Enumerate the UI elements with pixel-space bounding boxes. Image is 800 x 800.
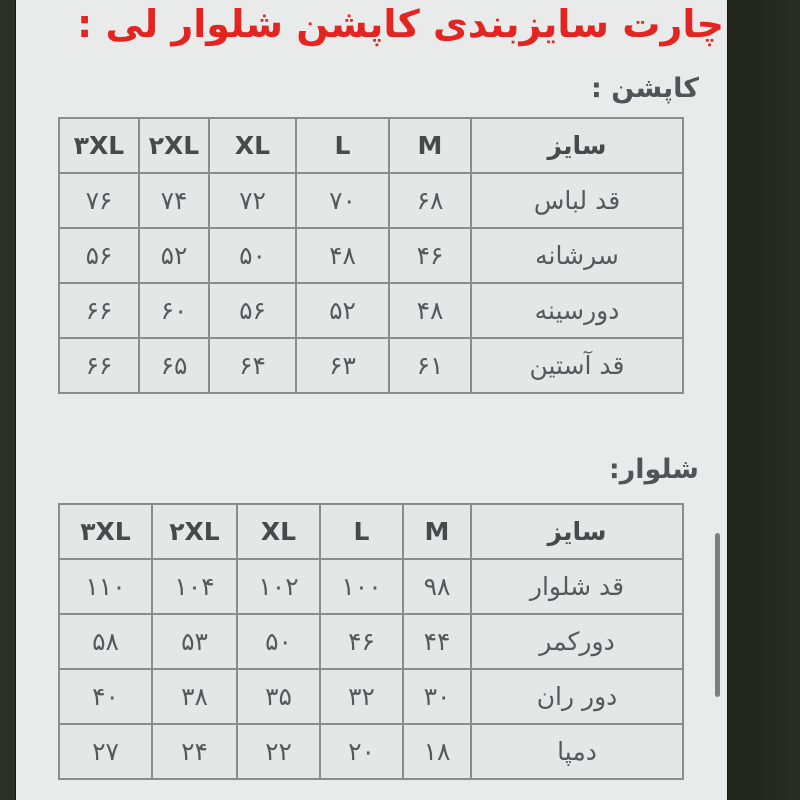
- cell-value: ۴۸: [296, 228, 389, 283]
- table-row: [59, 338, 683, 393]
- cell-value: ۵۶: [209, 283, 296, 338]
- row-label: سرشانه: [471, 228, 683, 283]
- row-label: قد آستین: [471, 338, 683, 393]
- cell-value: ۲۴: [152, 724, 237, 779]
- cell-value: ۶۳: [296, 338, 389, 393]
- cell-value: ۷۲: [209, 173, 296, 228]
- cell-value: ۶۴: [209, 338, 296, 393]
- jacket-header-cell-m: M: [389, 118, 471, 173]
- content-panel: [16, 0, 727, 800]
- pants-section-label: شلوار:: [608, 454, 699, 485]
- pants-header-cell-xl: XL: [237, 504, 320, 559]
- cell-value: ۵۰: [237, 614, 320, 669]
- cell-value: ۴۸: [389, 283, 471, 338]
- cell-value: ۶۰: [139, 283, 209, 338]
- row-label: قد شلوار: [471, 559, 683, 614]
- cell-value: ۴۶: [320, 614, 403, 669]
- cell-value: ۶۶: [59, 338, 139, 393]
- pants-size-table: [58, 503, 684, 780]
- row-label: دور ران: [471, 669, 683, 724]
- scrollbar-thumb[interactable]: [715, 533, 720, 697]
- cell-value: ۶۸: [389, 173, 471, 228]
- row-label: قد لباس: [471, 173, 683, 228]
- cell-value: ۴۶: [389, 228, 471, 283]
- cell-value: ۵۲: [296, 283, 389, 338]
- table-row: [59, 283, 683, 338]
- cell-value: ۷۶: [59, 173, 139, 228]
- pants-header-cell-m: M: [403, 504, 471, 559]
- jacket-header-cell-xl: XL: [209, 118, 296, 173]
- cell-value: ۱۸: [403, 724, 471, 779]
- table-row: [59, 173, 683, 228]
- cell-value: ۳۲: [320, 669, 403, 724]
- cell-value: ۵۲: [139, 228, 209, 283]
- page-title: چارت سایزبندی کاپشن شلوار لی :: [77, 2, 724, 46]
- table-row: [59, 724, 683, 779]
- cell-value: ۱۰۴: [152, 559, 237, 614]
- cell-value: ۷۰: [296, 173, 389, 228]
- cell-value: ۵۸: [59, 614, 152, 669]
- cell-value: ۳۸: [152, 669, 237, 724]
- cell-value: ۲۷: [59, 724, 152, 779]
- cell-value: ۵۰: [209, 228, 296, 283]
- cell-value: ۱۱۰: [59, 559, 152, 614]
- cell-value: ۴۰: [59, 669, 152, 724]
- cell-value: ۵۳: [152, 614, 237, 669]
- cell-value: ۱۰۰: [320, 559, 403, 614]
- row-label: دورسینه: [471, 283, 683, 338]
- pants-header-cell-l: L: [320, 504, 403, 559]
- cell-value: ۲۰: [320, 724, 403, 779]
- cell-value: ۲۲: [237, 724, 320, 779]
- cell-value: ۴۴: [403, 614, 471, 669]
- pants-header-cell-2xl: ۲XL: [152, 504, 237, 559]
- jacket-size-table: [58, 117, 684, 394]
- table-row: [59, 228, 683, 283]
- pants-header-cell-3xl: ۳XL: [59, 504, 152, 559]
- row-label: دورکمر: [471, 614, 683, 669]
- cell-value: ۹۸: [403, 559, 471, 614]
- jacket-header-cell-3xl: ۳XL: [59, 118, 139, 173]
- jacket-header-cell-size: سایز: [471, 118, 683, 173]
- cell-value: ۶۵: [139, 338, 209, 393]
- cell-value: ۷۴: [139, 173, 209, 228]
- table-row: [59, 559, 683, 614]
- pants-header-cell-size: سایز: [471, 504, 683, 559]
- jacket-header-cell-l: L: [296, 118, 389, 173]
- cell-value: ۶۱: [389, 338, 471, 393]
- pants-table-header-row: [59, 504, 683, 559]
- jacket-section-label: کاپشن :: [591, 73, 699, 104]
- cell-value: ۶۶: [59, 283, 139, 338]
- table-row: [59, 614, 683, 669]
- jacket-table-header-row: [59, 118, 683, 173]
- jacket-header-cell-2xl: ۲XL: [139, 118, 209, 173]
- cell-value: ۳۰: [403, 669, 471, 724]
- table-row: [59, 669, 683, 724]
- cell-value: ۵۶: [59, 228, 139, 283]
- row-label: دمپا: [471, 724, 683, 779]
- cell-value: ۳۵: [237, 669, 320, 724]
- cell-value: ۱۰۲: [237, 559, 320, 614]
